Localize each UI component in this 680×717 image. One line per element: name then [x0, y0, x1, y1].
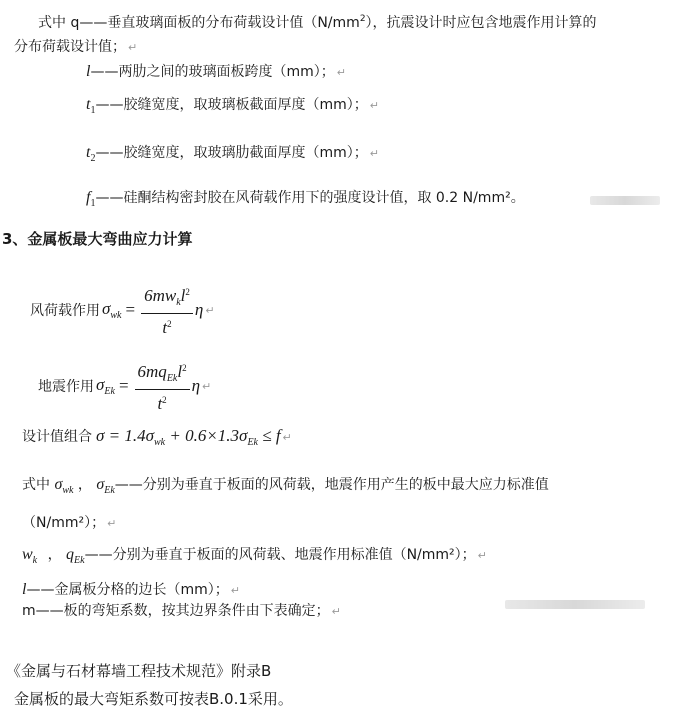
sub-b: Ek: [247, 437, 258, 448]
denominator: [162, 314, 171, 338]
def-bottom-line-4: [22, 579, 240, 599]
symbol: f: [86, 189, 91, 206]
unit-text: （N/mm²）；: [22, 515, 106, 531]
symbol-1-sub: wk: [62, 485, 74, 496]
den-text: t: [157, 394, 163, 413]
symbol-q: q: [66, 546, 75, 563]
symbol: l: [86, 63, 91, 80]
blurred-text: [505, 600, 645, 609]
def-bottom-line-5: [22, 600, 341, 620]
def-text: m——板的弯矩系数，按其边界条件由下表确定；: [22, 603, 330, 619]
watermark-fragment-2: [505, 594, 645, 613]
formula-label: 设计值组合: [22, 429, 92, 445]
formula-lhs: [96, 375, 115, 397]
footer-line-1: 《金属与石材幕墙工程技术规范》附录B: [6, 662, 272, 680]
return-mark: ↵: [336, 66, 346, 79]
symbol-q-sub: Ek: [74, 555, 85, 566]
return-mark: ↵: [202, 379, 212, 393]
return-mark: ↵: [230, 584, 240, 597]
return-mark: ↵: [369, 99, 379, 112]
footer-line-2: 金属板的最大弯矩系数可按表B.0.1采用。: [14, 690, 293, 708]
num-sup: 2: [185, 287, 190, 297]
numerator: [141, 282, 193, 314]
num-text: 6mq: [137, 362, 167, 381]
symbol-sub: 1: [90, 105, 96, 116]
def-bottom-line-3: [22, 544, 487, 566]
num-l: l: [177, 362, 183, 381]
eta: η: [191, 376, 201, 395]
numerator: [135, 358, 190, 390]
def-text: ——胶缝宽度，取玻璃板截面厚度（mm）；: [95, 97, 368, 113]
symbol: t: [86, 96, 91, 113]
den-text: t: [162, 318, 168, 337]
den-sup: 2: [162, 395, 167, 405]
symbol-1: σ: [54, 476, 63, 493]
expr-b: + 0.6×1.3σ: [165, 426, 248, 445]
expr-c: ≤ f: [257, 426, 281, 445]
formula-label: 风荷载作用: [30, 303, 100, 319]
symbol-l: l: [22, 581, 27, 598]
symbol-sub: 2: [90, 153, 96, 164]
lhs-symbol: σ: [102, 299, 111, 318]
return-mark: ↵: [205, 303, 215, 317]
equals-sign: =: [118, 376, 129, 395]
intro-text-2: 分布荷载设计值；: [14, 39, 126, 55]
intro-line-2: [14, 36, 137, 56]
def-text: ——金属板分格的边长（mm）；: [26, 582, 229, 598]
return-mark: ↵: [477, 549, 487, 562]
equals-sign: =: [125, 300, 136, 319]
section-heading: 3、金属板最大弯曲应力计算: [2, 230, 193, 248]
symbol-w-sub: k: [32, 555, 38, 566]
watermark-fragment: [590, 190, 660, 209]
expr-a: σ = 1.4σ: [96, 426, 154, 445]
separator: ，: [77, 477, 92, 493]
intro-text: 式中 q——垂直玻璃面板的分布荷载设计值（N/mm: [38, 15, 360, 31]
def-text: ——分别为垂直于板面的风荷载，地震作用产生的板中最大应力标准值: [114, 477, 549, 493]
return-mark: ↵: [107, 517, 117, 530]
intro-line-1: [38, 12, 597, 32]
eta: η: [194, 300, 204, 319]
symbol: t: [86, 144, 91, 161]
separator: ，: [47, 547, 62, 563]
def-text: ——分别为垂直于板面的风荷载、地震作用标准值（N/mm²）；: [84, 547, 476, 563]
num-l: l: [180, 286, 186, 305]
prefix: 式中: [22, 477, 50, 493]
intro-text-suffix: ），抗震设计时应包含地震作用计算的: [365, 15, 597, 31]
num-sub: k: [176, 297, 181, 308]
fraction: [141, 282, 193, 338]
lhs-symbol: σ: [96, 375, 105, 394]
def-bottom-line-2: [22, 512, 116, 532]
formula-quake: [38, 358, 211, 414]
symbol-2-sub: Ek: [104, 485, 115, 496]
num-text: 6mw: [144, 286, 177, 305]
formula-label: 地震作用: [38, 379, 94, 395]
den-sup: 2: [167, 319, 172, 329]
def-t2: [86, 142, 379, 164]
def-bottom-line-1: [22, 474, 549, 496]
num-sub: Ek: [166, 373, 178, 384]
def-text: ——两肋之间的玻璃面板跨度（mm）；: [90, 64, 335, 80]
num-sup: 2: [182, 363, 187, 373]
sub-a: wk: [154, 437, 166, 448]
symbol-2: σ: [96, 476, 105, 493]
return-mark: ↵: [369, 147, 379, 160]
combo-expression: [96, 426, 281, 448]
blurred-text: [590, 196, 660, 205]
symbol-w: w: [22, 546, 33, 563]
formula-wind: [30, 282, 215, 338]
formula-lhs: [102, 299, 122, 321]
formula-combo: [22, 426, 292, 448]
return-mark: ↵: [282, 431, 292, 444]
return-mark: ↵: [331, 605, 341, 618]
symbol-sub: 1: [90, 198, 96, 209]
lhs-sub: Ek: [104, 386, 115, 397]
def-text: ——硅酮结构密封胶在风荷载作用下的强度设计值，取 0.2 N/mm²。: [95, 190, 525, 206]
denominator: [157, 390, 166, 414]
def-l: [86, 61, 346, 81]
intro-sup: 2: [359, 14, 366, 24]
def-text: ——胶缝宽度，取玻璃肋截面厚度（mm）；: [95, 145, 368, 161]
def-f1: [86, 187, 525, 209]
def-t1: [86, 94, 379, 116]
lhs-sub: wk: [110, 310, 122, 321]
return-mark: ↵: [128, 41, 138, 54]
fraction: [135, 358, 190, 414]
